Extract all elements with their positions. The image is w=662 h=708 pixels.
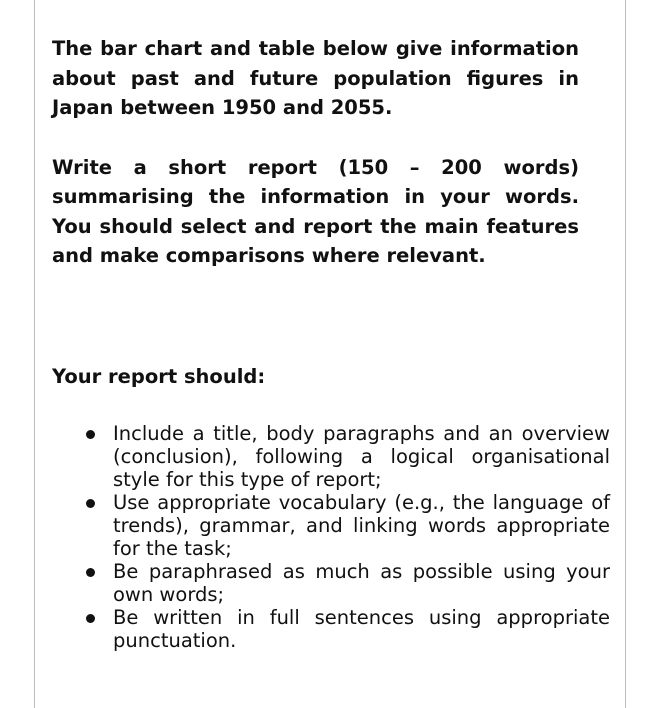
requirement-text: Be paraphrased as much as possible using your own words; (113, 560, 610, 606)
list-item (113, 422, 610, 491)
requirement-text: Include a title, body paragraphs and an overview (conclusion), following a logical organisational style for this type of report; (113, 422, 610, 491)
task-instructions-paragraph: Write a short report (150 – 200 words) summarising the information in your words. You should select and report the main features and make comparisons where relevant. (52, 155, 579, 267)
intro-paragraph: The bar chart and table below give information about past and future population figures in Japan between 1950 and 2055. (52, 37, 579, 119)
list-item (113, 560, 610, 606)
requirement-text: Use appropriate vocabulary (e.g., the language of trends), grammar, and linking words appropriate for the task; (113, 491, 610, 560)
bullet-icon (86, 614, 95, 623)
task-content (52, 34, 579, 388)
requirement-text: Be written in full sentences using appropriate punctuation. (113, 606, 610, 652)
bullet-icon (86, 568, 95, 577)
bullet-icon (86, 430, 95, 439)
list-item (113, 606, 610, 652)
requirements-heading: Your report should: (52, 365, 266, 388)
bullet-icon (86, 499, 95, 508)
requirements-list (113, 422, 610, 652)
list-item (113, 491, 610, 560)
